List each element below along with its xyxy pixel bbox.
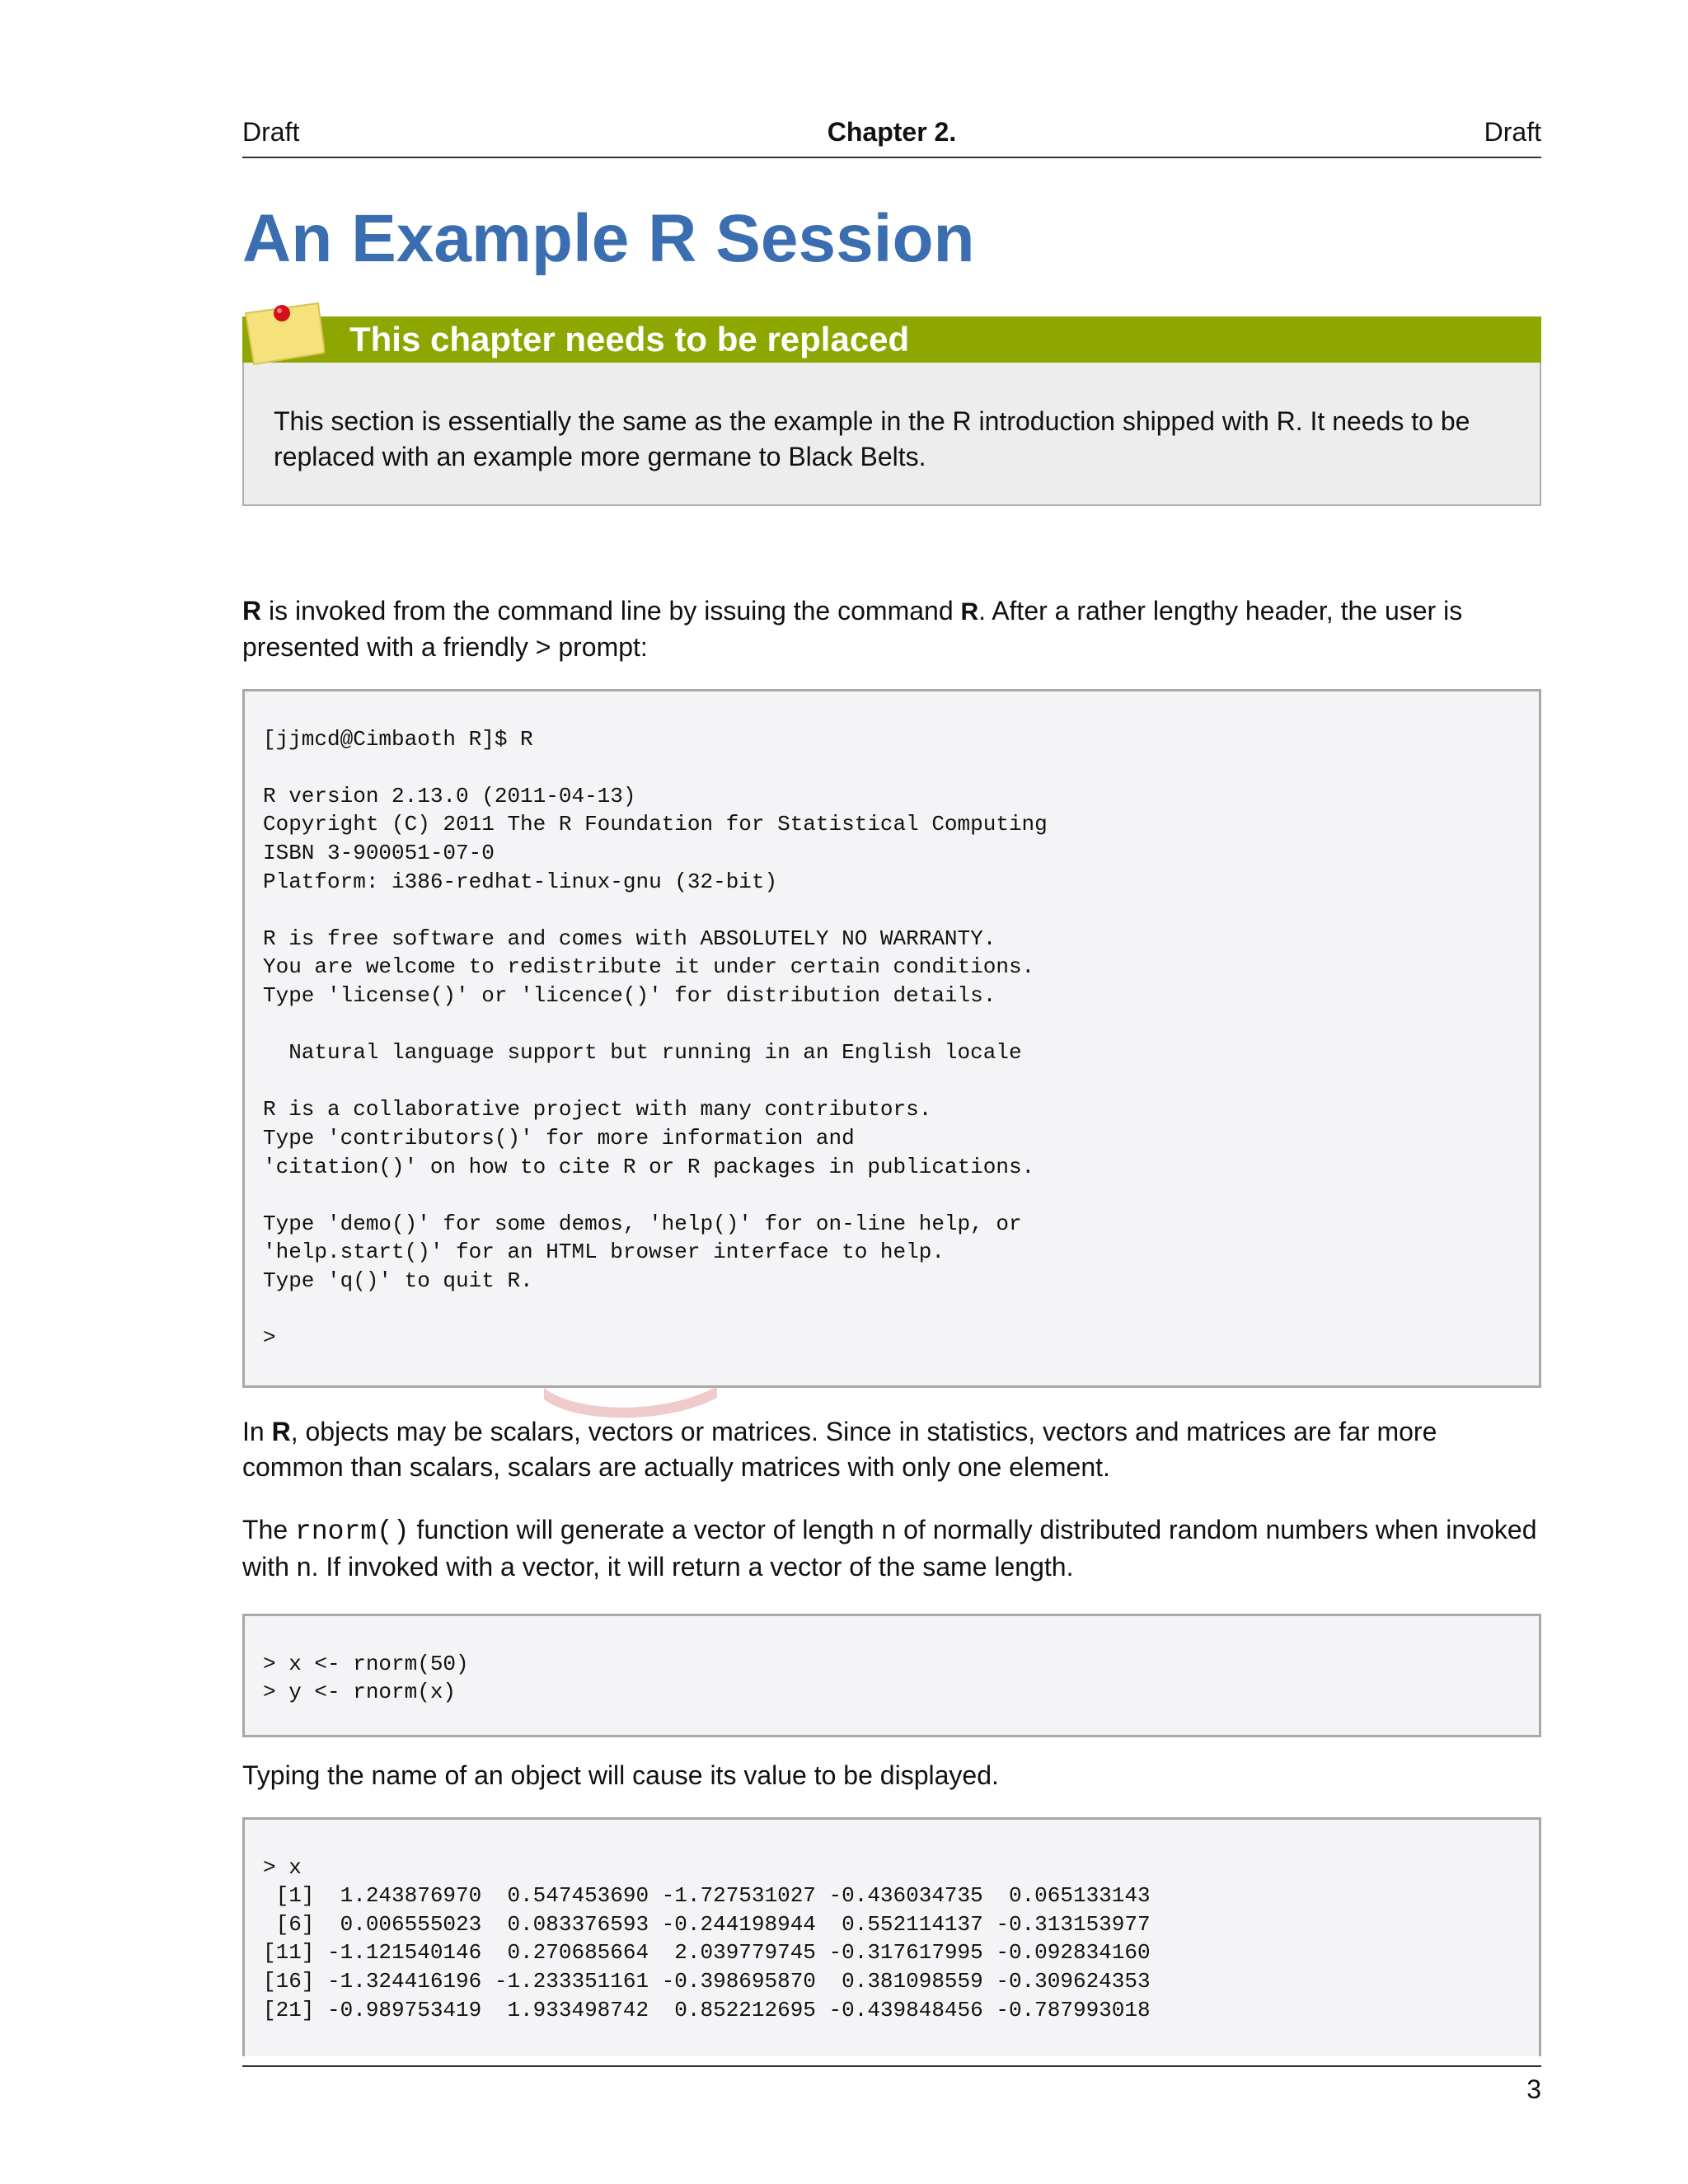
code-text-x-output: > x [1] 1.243876970 0.547453690 -1.727531027 -0.436034735 0.065133143 [6] 0.006555023 0.083376593 -0.244198944 0.552114137 -0.313153977 [11] -1.121540146 0.270685664 2.039779745 -0.317617995 -0.092834160 [16] -1.324416196 -1.233351161 -0.398695870 0.381098559 -0.309624353 [21] -0.989753419 1.933498742 0.852212695 -0.439848456 -0.787993018 — [263, 1854, 1151, 2022]
code-block-startup — [242, 689, 1541, 1388]
code-text-startup: [jjmcd@Cimbaoth R]$ R R version 2.13.0 (2011-04-13) Copyright (C) 2011 The R Foundation for Statistical Computing ISBN 3-900051-07-0 Platform: i386-redhat-linux-gnu (32-bit) R is free software and comes with ABSOLUTELY NO WARRANTY. You are welcome to redistribute it under certain conditions. Type 'license()' or 'licence()' for distribution details. Natural language support but running in an English locale R is a collaborative project with many contributors. Type 'contributors()' for more information and 'citation()' on how to cite R or R packages in publications. Type 'demo()' for some demos, 'help()' for on-line help, or 'help.start()' for an HTML browser interface to help. Type 'q()' to quit R. > — [263, 726, 1048, 1351]
code-block-rnorm — [242, 1614, 1541, 1737]
page-number: 3 — [1526, 2074, 1541, 2104]
note-heading-bar — [242, 316, 1541, 363]
para1-text-b: . After a rather lengthy header, the user is presented with a friendly > prompt: — [242, 596, 1463, 662]
code-block-x-output — [242, 1817, 1541, 2056]
paragraph-typing: Typing the name of an object will cause its value to be displayed. — [242, 1760, 999, 1790]
para2-text-b: , objects may be scalars, vectors or matrices. Since in statistics, vectors and matrices are far more common than scalars, scalars are actually matrices with only one element. — [242, 1417, 1437, 1482]
note-body — [242, 363, 1541, 506]
para3-text-b: function will generate a vector of length n of normally distributed random numbers when invoked with n. If invoked with a vector, it will return a vector of the same length. — [242, 1515, 1537, 1582]
note-text: This section is essentially the same as the example in the R introduction shipped with R. It needs to be replaced with an example more germane to Black Belts. — [274, 406, 1470, 471]
header-right: Draft — [1484, 117, 1541, 147]
rnorm-function: rnorm() — [295, 1516, 410, 1547]
header-chapter: Chapter 2. — [827, 117, 957, 147]
command-r: R — [960, 598, 979, 626]
r-bold-2: R — [271, 1417, 291, 1446]
code-text-rnorm: > x <- rnorm(50) > y <- rnorm(x) — [263, 1651, 469, 1705]
paragraph-invoke — [242, 593, 1545, 665]
running-header — [242, 115, 1541, 158]
r-bold: R — [242, 596, 262, 626]
para1-text-a: is invoked from the command line by issuing the command — [261, 596, 961, 626]
note-heading: This chapter needs to be replaced — [349, 320, 910, 359]
chapter-title: An Example R Session — [242, 201, 975, 276]
para2-text-a: In — [242, 1417, 272, 1446]
paragraph-rnorm — [242, 1512, 1545, 1585]
para3-text-a: The — [242, 1515, 296, 1544]
paragraph-objects — [242, 1414, 1545, 1485]
footer-rule — [242, 2065, 1541, 2067]
header-left: Draft — [242, 117, 300, 147]
sticky-note-icon — [242, 295, 325, 369]
note-box — [242, 316, 1541, 508]
